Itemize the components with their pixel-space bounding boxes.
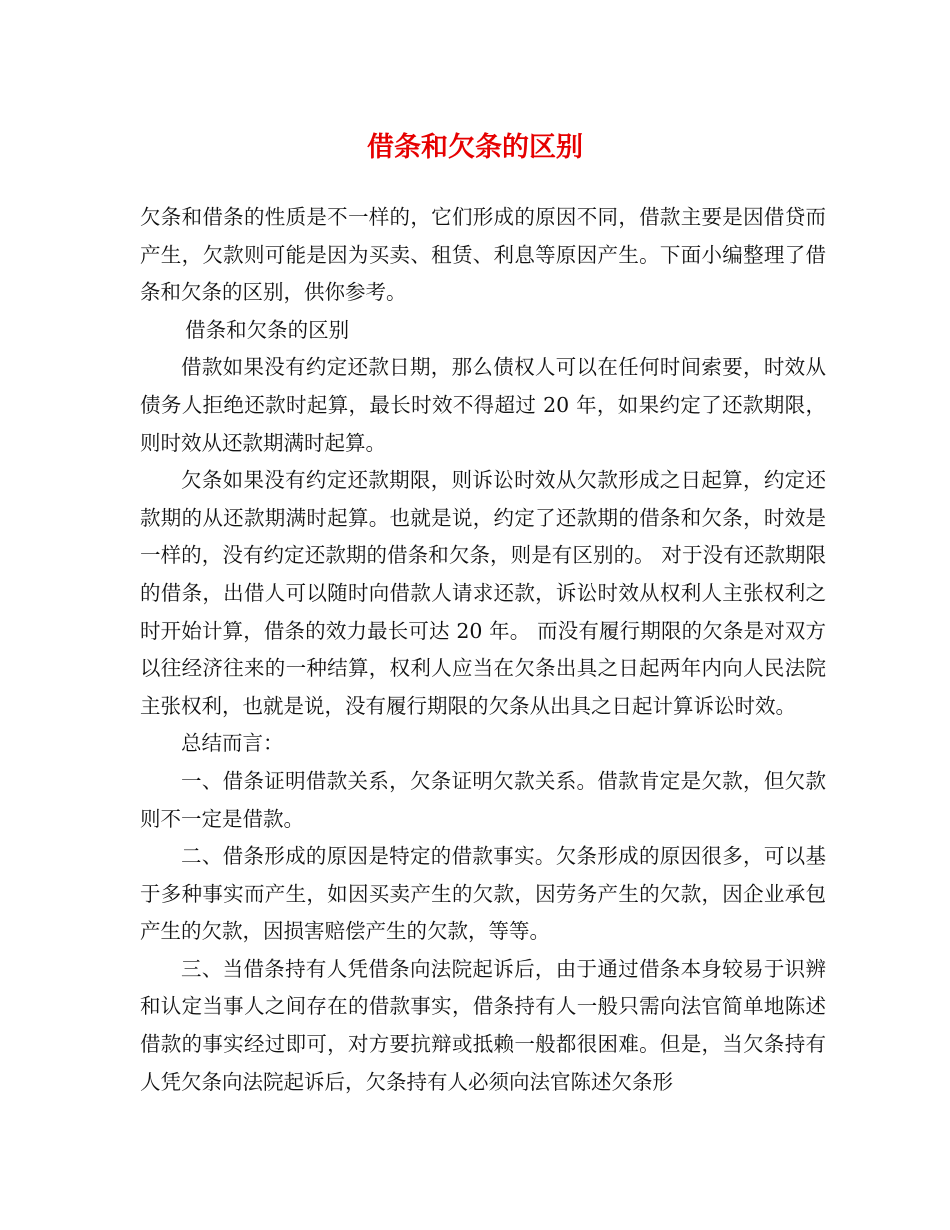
document-body [140,199,826,1101]
paragraph-loan-term: 借款如果没有约定还款日期，那么债权人可以在任何时间索要，时效从债务人拒绝还款时起算，最长时效不得超过 20 年，如果约定了还款期限，则时效从还款期满时起算。 [140,355,826,455]
document-title: 借条和欠条的区别 [367,132,583,163]
paragraph-iou-term: 欠条如果没有约定还款期限，则诉讼时效从欠款形成之日起算，约定还款期的从还款期满时起算。也就是说，约定了还款期的借条和欠条，时效是一样的，没有约定还款期的借条和欠条，则是有区别的。 对于没有还款期限的借条，出借人可以随时向借款人请求还款，诉讼时效从权利人主张权利之时开始计算，借条的效力最长可达 20 年。 而没有履行期限的欠条是对双方以往经济往来的一种结算，权利人应当在欠条出具之日起两年内向人民法院主张权利，也就是说，没有履行期限的欠条从出具之日起计算诉讼时效。 [140,468,826,718]
summary-point-3: 三、当借条持有人凭借条向法院起诉后，由于通过借条本身较易于识辨和认定当事人之间存在的借款事实，借条持有人一般只需向法官简单地陈述借款的事实经过即可，对方要抗辩或抵赖一般都很困难。但是，当欠条持有人凭欠条向法院起诉后，欠条持有人必须向法官陈述欠条形 [140,956,826,1094]
intro-paragraph: 欠条和借条的性质是不一样的，它们形成的原因不同，借款主要是因借贷而产生，欠款则可能是因为买卖、租赁、利息等原因产生。下面小编整理了借条和欠条的区别，供你参考。 [140,205,826,305]
summary-heading: 总结而言： [181,731,284,756]
summary-point-2: 二、借条形成的原因是特定的借款事实。欠条形成的原因很多，可以基于多种事实而产生，如因买卖产生的欠款，因劳务产生的欠款，因企业承包产生的欠款，因损害赔偿产生的欠款，等等。 [140,844,826,944]
summary-point-1: 一、借条证明借款关系，欠条证明欠款关系。借款肯定是欠款，但欠款则不一定是借款。 [140,768,826,831]
section-heading: 借条和欠条的区别 [185,317,350,342]
